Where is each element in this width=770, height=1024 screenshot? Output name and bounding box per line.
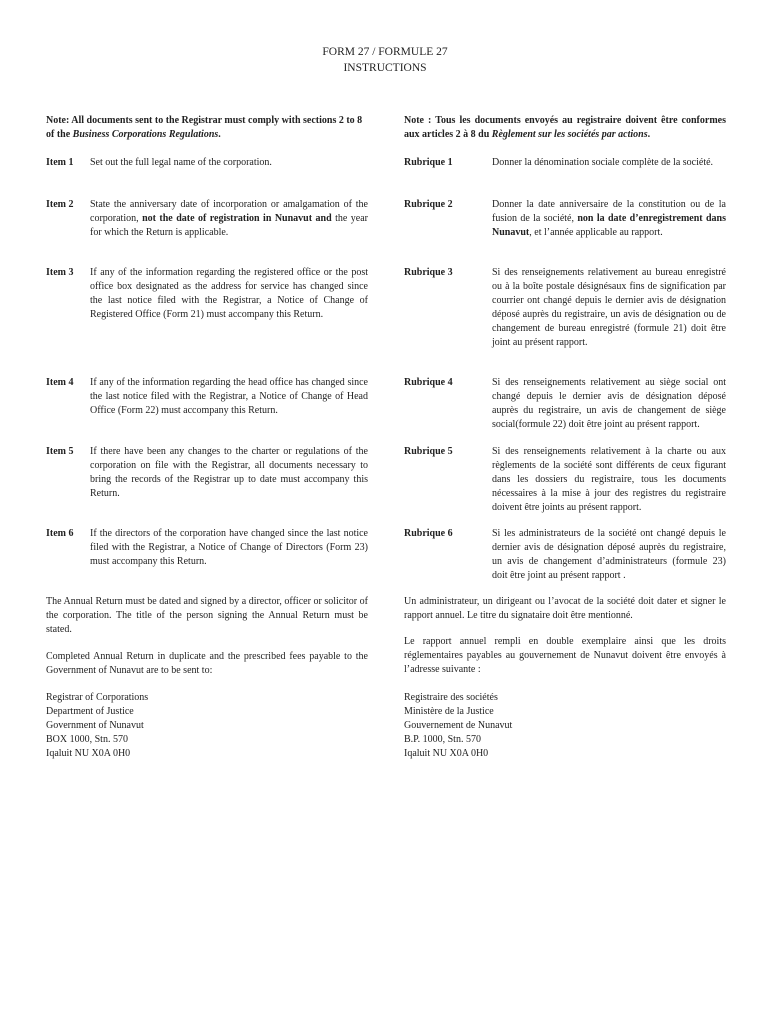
english-column: [46, 114, 368, 759]
english-address: [46, 691, 368, 761]
address-line: B.P. 1000, Stn. 570: [404, 734, 481, 745]
english-item-5: [46, 445, 368, 501]
item-text: Si des renseignements relativement au siège social ont changé depuis le dernier avis de désignation déposé auprès du registraire, un avis de changement de siège social(formule 22) doit être joint au présent rapport.: [492, 377, 726, 430]
item-label: Item 2: [46, 199, 74, 210]
french-note: Note : Tous les documents envoyés au registraire doivent être conformes aux articles 2 à 8 du Règlement sur les sociétés par actions.: [404, 115, 726, 140]
address-line: Department of Justice: [46, 706, 134, 717]
item-text: Donner la dénomination sociale complète de la société.: [492, 157, 714, 168]
item-label: Rubrique 6: [404, 528, 453, 539]
item-text: Si les administrateurs de la société ont changé depuis le dernier avis de désignation déposé auprès du registraire, un avis de changement d’administrateurs (formule 23) doit être joint au présent rapport .: [492, 528, 726, 581]
french-item-1: [404, 156, 726, 170]
item-text: If any of the information regarding the registered office or the post office box designated as the address for service has changed since the last notice filed with the Registrar, a Notice of Change of Registered Office (Form 21) must accompany this Return.: [90, 267, 368, 320]
item-label: Rubrique 5: [404, 446, 453, 457]
item-label: Rubrique 3: [404, 267, 453, 278]
english-submission-paragraph: Completed Annual Return in duplicate and the prescribed fees payable to the Government of Nunavut are to be sent to:: [46, 651, 368, 676]
address-line: Iqaluit NU X0A 0H0: [404, 748, 489, 759]
english-signing-paragraph: The Annual Return must be dated and signed by a director, officer or solicitor of the corporation. The title of the person signing the Annual Return must be stated.: [46, 596, 368, 635]
item-text: If any of the information regarding the head office has changed since the last notice filed with the Registrar, a Notice of Change of Head Office (Form 22) must accompany this Return.: [90, 377, 368, 416]
english-item-4: [46, 376, 368, 418]
item-label: Item 5: [46, 446, 74, 457]
item-text: Si des renseignements relativement à la charte ou aux règlements de la société sont différents de ceux figurant dans les dossiers du registraire, tous les documents nécessaires à la mise à jour des registres du registraire doivent être joints au présent rapport.: [492, 446, 726, 513]
item-text: Si des renseignements relativement au bureau enregistré ou à la boîte postale désignésaux fins de signification par courrier ont changé depuis le dernier avis de désignation déposé auprès du registraire, un avis de désignation ou de changement de bureau enregistré (formule 21) doit être joint au présent rapport.: [492, 267, 726, 348]
address-line: Registrar of Corporations: [46, 692, 149, 703]
address-line: BOX 1000, Stn. 570: [46, 734, 128, 745]
form-number: FORM 27 / FORMULE 27: [322, 46, 448, 58]
french-item-5: [404, 445, 726, 515]
item-text: Donner la date anniversaire de la constitution ou de la fusion de la société, non la date d’enregistrement dans Nunavut, et l’année applicable au rapport.: [492, 199, 726, 238]
form-title: [0, 44, 770, 76]
french-item-3: [404, 266, 726, 350]
address-line: Gouvernement de Nunavut: [404, 720, 513, 731]
item-label: Rubrique 2: [404, 199, 453, 210]
english-item-6: [46, 527, 368, 569]
item-label: Rubrique 4: [404, 377, 453, 388]
item-text: If there have been any changes to the charter or regulations of the corporation on file with the Registrar, all documents necessary to bring the records of the Registrar up to date must accompany this Return.: [90, 446, 368, 499]
address-line: Government of Nunavut: [46, 720, 144, 731]
french-column: [404, 114, 726, 759]
french-signing-paragraph: Un administrateur, un dirigeant ou l’avocat de la société doit dater et signer le rapport annuel. Le titre du signataire doit être mentionné.: [404, 596, 726, 621]
english-note: Note: All documents sent to the Registrar must comply with sections 2 to 8 of the Business Corporations Regulations.: [46, 115, 363, 140]
french-item-4: [404, 376, 726, 432]
french-item-2: [404, 198, 726, 240]
address-line: Ministère de la Justice: [404, 706, 494, 717]
english-item-3: [46, 266, 368, 322]
french-item-6: [404, 527, 726, 583]
item-label: Rubrique 1: [404, 157, 453, 168]
item-label: Item 1: [46, 157, 74, 168]
item-label: Item 4: [46, 377, 74, 388]
address-line: Registraire des sociétés: [404, 692, 498, 703]
address-line: Iqaluit NU X0A 0H0: [46, 748, 131, 759]
instructions-heading: INSTRUCTIONS: [343, 62, 427, 74]
item-text: If the directors of the corporation have changed since the last notice filed with the Registrar, a Notice of Change of Directors (Form 23) must accompany this Return.: [90, 528, 368, 567]
english-item-1: [46, 156, 368, 170]
french-submission-paragraph: Le rapport annuel rempli en double exemplaire ainsi que les droits réglementaires payables au gouvernement de Nunavut doivent être envoyés à l’adresse suivante :: [404, 636, 726, 675]
item-label: Item 6: [46, 528, 74, 539]
item-label: Item 3: [46, 267, 74, 278]
item-text: Set out the full legal name of the corporation.: [90, 157, 272, 168]
french-address: [404, 691, 726, 761]
item-text: State the anniversary date of incorporation or amalgamation of the corporation, not the date of registration in Nunavut and the year for which the Return is applicable.: [90, 199, 368, 238]
english-item-2: [46, 198, 368, 240]
